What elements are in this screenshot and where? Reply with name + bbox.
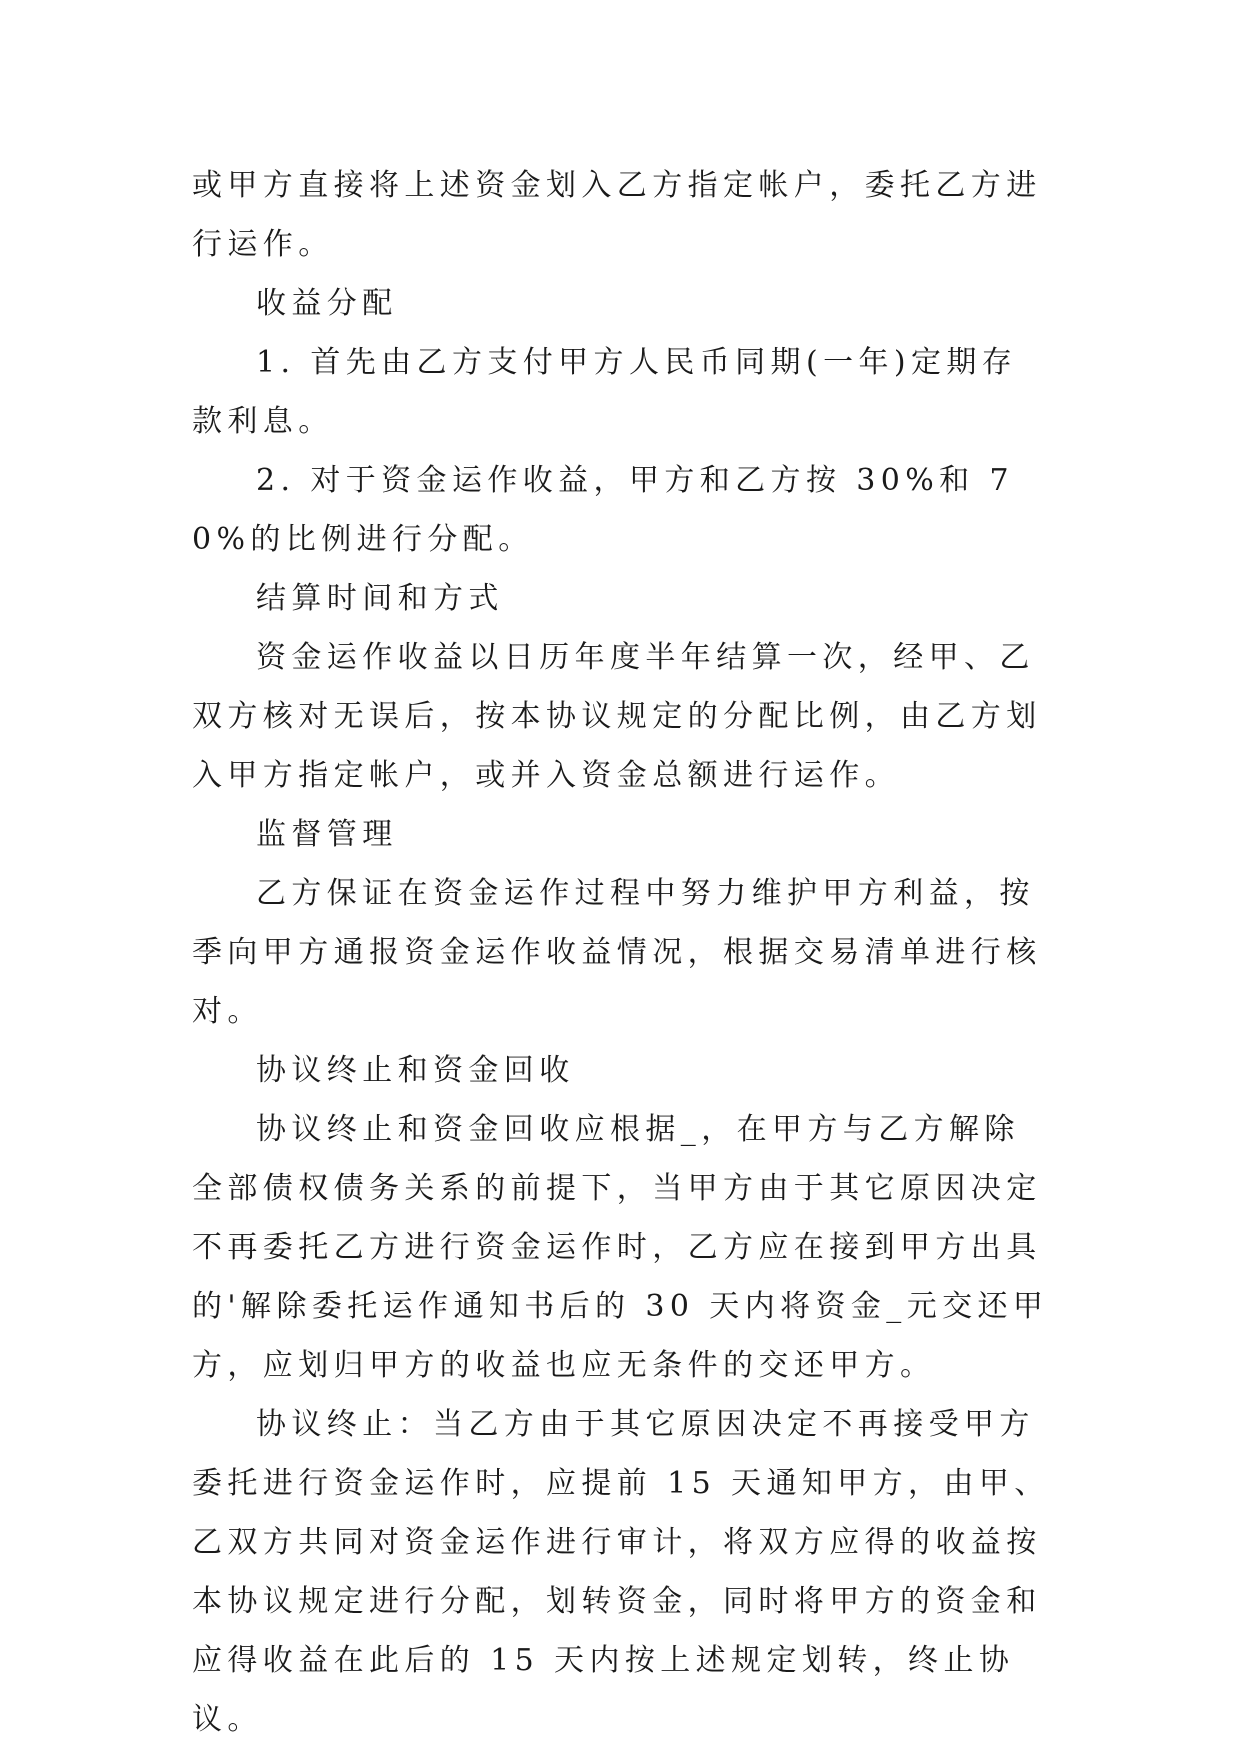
paragraph-item-2: 2. 对于资金运作收益，甲方和乙方按 30%和 70%的比例进行分配。 — [192, 463, 1014, 557]
paragraph-termination-recovery: 协议终止和资金回收应根据_，在甲方与乙方解除全部债权债务关系的前提下，当甲方由于其它原因决定不再委托乙方进行资金运作时，乙方应在接到甲方出具的'解除委托运作通知书后的 30 天内将资金_元交还甲方，应划归甲方的收益也应无条件的交还甲方。 — [192, 1112, 1049, 1383]
document-body — [192, 156, 1052, 1749]
section-heading-income-distribution: 收益分配 — [256, 286, 398, 321]
paragraph-item-1: 1. 首先由乙方支付甲方人民币同期(一年)定期存款利息。 — [192, 345, 1018, 439]
paragraph-settlement: 资金运作收益以日历年度半年结算一次，经甲、乙双方核对无误后，按本协议规定的分配比例，由乙方划入甲方指定帐户，或并入资金总额进行运作。 — [192, 640, 1042, 793]
section-heading-settlement: 结算时间和方式 — [256, 581, 504, 616]
section-heading-supervision: 监督管理 — [256, 817, 398, 852]
paragraph-continuation: 或甲方直接将上述资金划入乙方指定帐户，委托乙方进行运作。 — [192, 168, 1042, 262]
paragraph-termination: 协议终止：当乙方由于其它原因决定不再接受甲方委托进行资金运作时，应提前 15 天通知甲方，由甲、乙双方共同对资金运作进行审计，将双方应得的收益按本协议规定进行分配，划转资金，同时将甲方的资金和应得收益在此后的 15 天内按上述规定划转，终止协议。 — [192, 1407, 1050, 1737]
section-heading-termination: 协议终止和资金回收 — [256, 1053, 575, 1088]
paragraph-supervision: 乙方保证在资金运作过程中努力维护甲方利益，按季向甲方通报资金运作收益情况，根据交易清单进行核对。 — [192, 876, 1042, 1029]
